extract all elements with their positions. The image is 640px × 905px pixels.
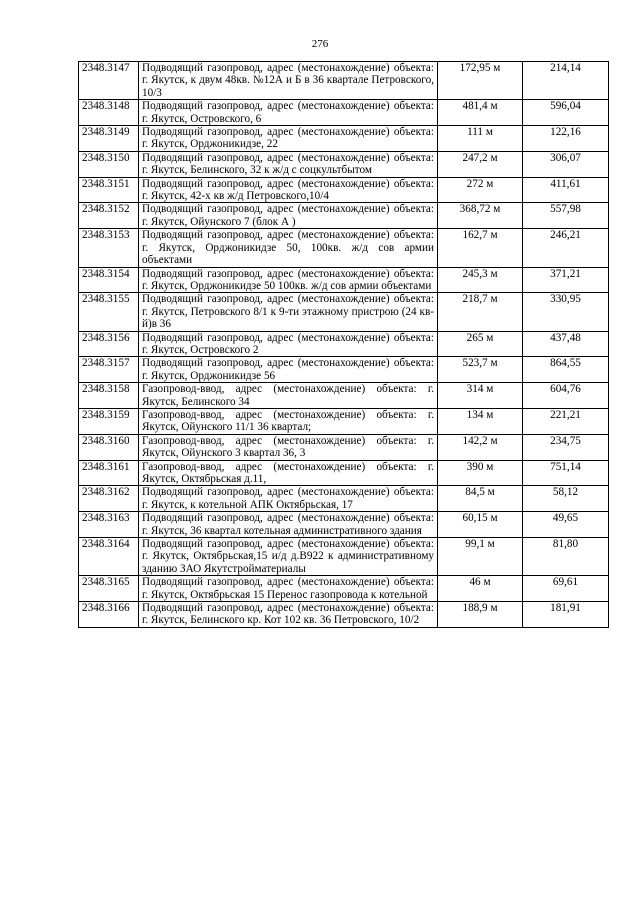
- cell-id: 2348.3158: [79, 383, 139, 409]
- cell-length: 172,95 м: [438, 62, 523, 100]
- cell-value: 49,65: [523, 512, 609, 538]
- cell-length: 247,2 м: [438, 151, 523, 177]
- cell-value: 81,80: [523, 538, 609, 576]
- table-row: [79, 486, 609, 512]
- cell-name: Подводящий газопровод, адрес (местонахождение) объекта: г. Якутск, Октябрьская 15 Перенос газопровода к котельной: [139, 576, 438, 602]
- table-row: [79, 100, 609, 126]
- table-row: [79, 408, 609, 434]
- cell-id: 2348.3155: [79, 293, 139, 331]
- cell-id: 2348.3166: [79, 602, 139, 628]
- table-row: [79, 62, 609, 100]
- cell-value: 69,61: [523, 576, 609, 602]
- cell-length: 314 м: [438, 383, 523, 409]
- cell-id: 2348.3148: [79, 100, 139, 126]
- cell-name: Подводящий газопровод, адрес (местонахождение) объекта: г. Якутск, Островского 2: [139, 331, 438, 357]
- cell-name: Подводящий газопровод, адрес (местонахождение) объекта: г. Якутск, к котельной АПК Октябрьская, 17: [139, 486, 438, 512]
- cell-length: 162,7 м: [438, 229, 523, 267]
- table-row: [79, 267, 609, 293]
- table-row: [79, 602, 609, 628]
- cell-id: 2348.3160: [79, 434, 139, 460]
- pipeline-registry-table: [78, 61, 609, 628]
- table-row: [79, 383, 609, 409]
- cell-id: 2348.3157: [79, 357, 139, 383]
- cell-id: 2348.3162: [79, 486, 139, 512]
- table-row: [79, 331, 609, 357]
- table-row: [79, 151, 609, 177]
- cell-id: 2348.3149: [79, 126, 139, 152]
- table-row: [79, 203, 609, 229]
- cell-name: Подводящий газопровод, адрес (местонахождение) объекта: г. Якутск, к двум 48кв. №12А и Б в 36 квартале Петровского, 10/3: [139, 62, 438, 100]
- cell-value: 437,48: [523, 331, 609, 357]
- cell-value: 221,21: [523, 408, 609, 434]
- table-row: [79, 126, 609, 152]
- cell-value: 371,21: [523, 267, 609, 293]
- table-row: [79, 512, 609, 538]
- cell-id: 2348.3163: [79, 512, 139, 538]
- cell-name: Газопровод-ввод, адрес (местонахождение) объекта: г. Якутск, Октябрьская д.11,: [139, 460, 438, 486]
- cell-name: Подводящий газопровод, адрес (местонахождение) объекта: г. Якутск, Октябрьская,15 и/д д.В922 к административному зданию ЗАО Якутстройматериалы: [139, 538, 438, 576]
- cell-id: 2348.3161: [79, 460, 139, 486]
- cell-value: 306,07: [523, 151, 609, 177]
- cell-id: 2348.3165: [79, 576, 139, 602]
- cell-name: Газопровод-ввод, адрес (местонахождение) объекта: г. Якутск, Белинского 34: [139, 383, 438, 409]
- cell-name: Подводящий газопровод, адрес (местонахождение) объекта: г. Якутск, Орджоникидзе, 22: [139, 126, 438, 152]
- cell-name: Подводящий газопровод, адрес (местонахождение) объекта: г. Якутск, Ойунского 7 (блок А ): [139, 203, 438, 229]
- table-row: [79, 460, 609, 486]
- cell-id: 2348.3164: [79, 538, 139, 576]
- cell-length: 272 м: [438, 177, 523, 203]
- cell-length: 99,1 м: [438, 538, 523, 576]
- cell-length: 111 м: [438, 126, 523, 152]
- cell-value: 751,14: [523, 460, 609, 486]
- cell-name: Подводящий газопровод, адрес (местонахождение) объекта: г. Якутск, 42-х кв ж/д Петровского,10/4: [139, 177, 438, 203]
- cell-value: 330,95: [523, 293, 609, 331]
- cell-name: Подводящий газопровод, адрес (местонахождение) объекта: г. Якутск, Петровского 8/1 к 9-ти этажному пристрою (24 кв-й)в 36: [139, 293, 438, 331]
- cell-name: Подводящий газопровод, адрес (местонахождение) объекта: г. Якутск, 36 квартал котельная административного здания: [139, 512, 438, 538]
- table-row: [79, 177, 609, 203]
- cell-value: 58,12: [523, 486, 609, 512]
- cell-id: 2348.3147: [79, 62, 139, 100]
- cell-value: 181,91: [523, 602, 609, 628]
- table-row: [79, 538, 609, 576]
- cell-value: 864,55: [523, 357, 609, 383]
- cell-length: 142,2 м: [438, 434, 523, 460]
- cell-name: Подводящий газопровод, адрес (местонахождение) объекта: г. Якутск, Орджоникидзе 56: [139, 357, 438, 383]
- cell-length: 60,15 м: [438, 512, 523, 538]
- cell-id: 2348.3151: [79, 177, 139, 203]
- cell-length: 134 м: [438, 408, 523, 434]
- cell-id: 2348.3153: [79, 229, 139, 267]
- cell-length: 188,9 м: [438, 602, 523, 628]
- cell-value: 122,16: [523, 126, 609, 152]
- cell-value: 246,21: [523, 229, 609, 267]
- table-row: [79, 229, 609, 267]
- cell-length: 481,4 м: [438, 100, 523, 126]
- cell-value: 604,76: [523, 383, 609, 409]
- table-body: [79, 62, 609, 628]
- table-row: [79, 576, 609, 602]
- cell-length: 218,7 м: [438, 293, 523, 331]
- cell-id: 2348.3156: [79, 331, 139, 357]
- table-row: [79, 434, 609, 460]
- page-number: 276: [311, 38, 329, 50]
- cell-length: 46 м: [438, 576, 523, 602]
- table-row: [79, 357, 609, 383]
- cell-value: 557,98: [523, 203, 609, 229]
- cell-id: 2348.3154: [79, 267, 139, 293]
- cell-value: 214,14: [523, 62, 609, 100]
- cell-name: Газопровод-ввод, адрес (местонахождение) объекта: г. Якутск, Ойунского 11/1 36 квартал;: [139, 408, 438, 434]
- cell-length: 368,72 м: [438, 203, 523, 229]
- table-row: [79, 293, 609, 331]
- cell-id: 2348.3159: [79, 408, 139, 434]
- cell-id: 2348.3150: [79, 151, 139, 177]
- cell-length: 523,7 м: [438, 357, 523, 383]
- cell-length: 265 м: [438, 331, 523, 357]
- cell-length: 84,5 м: [438, 486, 523, 512]
- cell-name: Газопровод-ввод, адрес (местонахождение) объекта: г. Якутск, Ойунского 3 квартал 36, 3: [139, 434, 438, 460]
- cell-name: Подводящий газопровод, адрес (местонахождение) объекта: г. Якутск, Орджоникидзе 50 100кв. ж/д сов армии объектами: [139, 267, 438, 293]
- cell-name: Подводящий газопровод, адрес (местонахождение) объекта: г. Якутск, Островского, 6: [139, 100, 438, 126]
- cell-value: 411,61: [523, 177, 609, 203]
- cell-name: Подводящий газопровод, адрес (местонахождение) объекта: г. Якутск, Орджоникидзе 50, 100кв. ж/д сов армии объектами: [139, 229, 438, 267]
- cell-length: 245,3 м: [438, 267, 523, 293]
- cell-value: 234,75: [523, 434, 609, 460]
- cell-name: Подводящий газопровод, адрес (местонахождение) объекта: г. Якутск, Белинского кр. Кот 102 кв. 36 Петровского, 10/2: [139, 602, 438, 628]
- cell-id: 2348.3152: [79, 203, 139, 229]
- cell-length: 390 м: [438, 460, 523, 486]
- cell-name: Подводящий газопровод, адрес (местонахождение) объекта: г. Якутск, Белинского, 32 к ж/д с соцкультбытом: [139, 151, 438, 177]
- cell-value: 596,04: [523, 100, 609, 126]
